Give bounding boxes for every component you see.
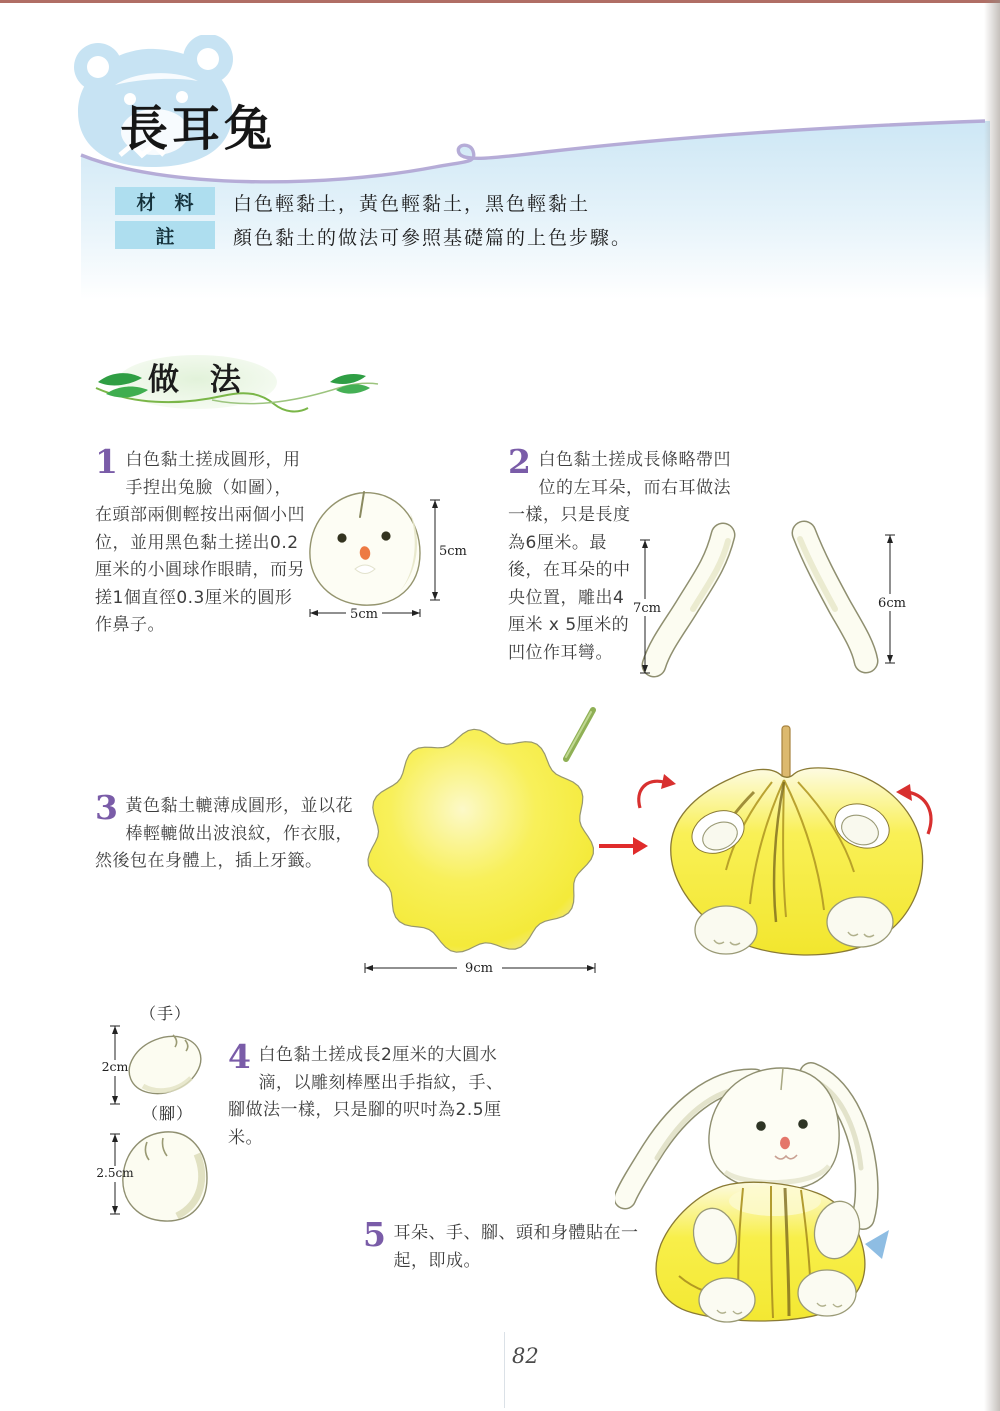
step-2-number: 2 [508,442,532,481]
step-5-text: 耳朵、手、腳、頭和身體貼在一起，即成。 [393,1223,639,1271]
hand-size-label: 2cm [101,1059,129,1074]
note-badge: 註 [115,221,215,249]
toothpick-icon [782,726,790,778]
page-title: 長耳兔 [120,101,277,157]
scan-crease [504,1332,505,1408]
step-3 [95,788,360,876]
method-section-banner [92,342,392,427]
wrapped-body-figure [634,712,959,982]
materials-badge: 材 料 [115,187,215,215]
materials-text: 白色輕黏土，黃色輕黏土，黑色輕黏土 [233,193,591,215]
step-5-number: 5 [363,1215,387,1254]
note-text: 顏色黏土的做法可參照基礎篇的上色步驟。 [233,227,633,249]
rabbit-face-figure [298,483,473,633]
blue-triangle-pointer-icon [865,1230,889,1259]
foot-figure-label: （腳） [142,1104,194,1123]
face-height-label: 5cm [439,544,467,559]
foot-figure [85,1120,225,1230]
finished-rabbit-figure [615,1038,960,1363]
left-ear-length-label: 7cm [633,601,661,616]
step-3-text: 黃色黏土轆薄成圓形，並以花棒輕轆做出波浪紋，作衣服，然後包在身體上，插上牙籤。 [95,796,353,871]
foot-size-label: 2.5cm [96,1166,134,1180]
book-edge-shadow [984,0,1000,1411]
step-2-text: 白色黏土搓成長條略帶凹位的左耳朵，而右耳做法一樣，只是長度為6厘米。最後，在耳朵的中央位置，雕出4厘米 x 5厘米的凹位作耳彎。 [508,450,731,663]
right-ear-length-label: 6cm [878,596,906,611]
face-width-label: 5cm [350,607,378,622]
step-4-number: 4 [228,1037,252,1076]
step-4 [228,1037,516,1152]
rabbit-ears-figure [628,515,948,715]
step-5 [363,1215,655,1275]
step-1-text: 白色黏土搓成圓形，用手揑出兔臉（如圖），在頭部兩側輕按出兩個小凹位，並用黑色黏土搓出0.2厘米的小圓球作眼睛，而另搓1個直徑0.3厘米的圓形作鼻子。 [95,450,305,635]
red-curl-arrow-left-icon [639,781,664,808]
clothes-width-label: 9cm [465,961,493,976]
scan-top-edge [0,0,1000,3]
method-section-title: 做 法 [148,362,251,398]
step-4-text: 白色黏土搓成長2厘米的大圓水滴，以雕刻棒壓出手指紋，手、腳做法一樣，只是腳的呎吋為2.5厘米。 [228,1045,504,1148]
step-1 [95,442,305,640]
page-number: 82 [512,1344,539,1368]
step-3-number: 3 [95,788,119,827]
step-1-number: 1 [95,442,119,481]
hand-figure-label: （手） [140,1004,192,1023]
